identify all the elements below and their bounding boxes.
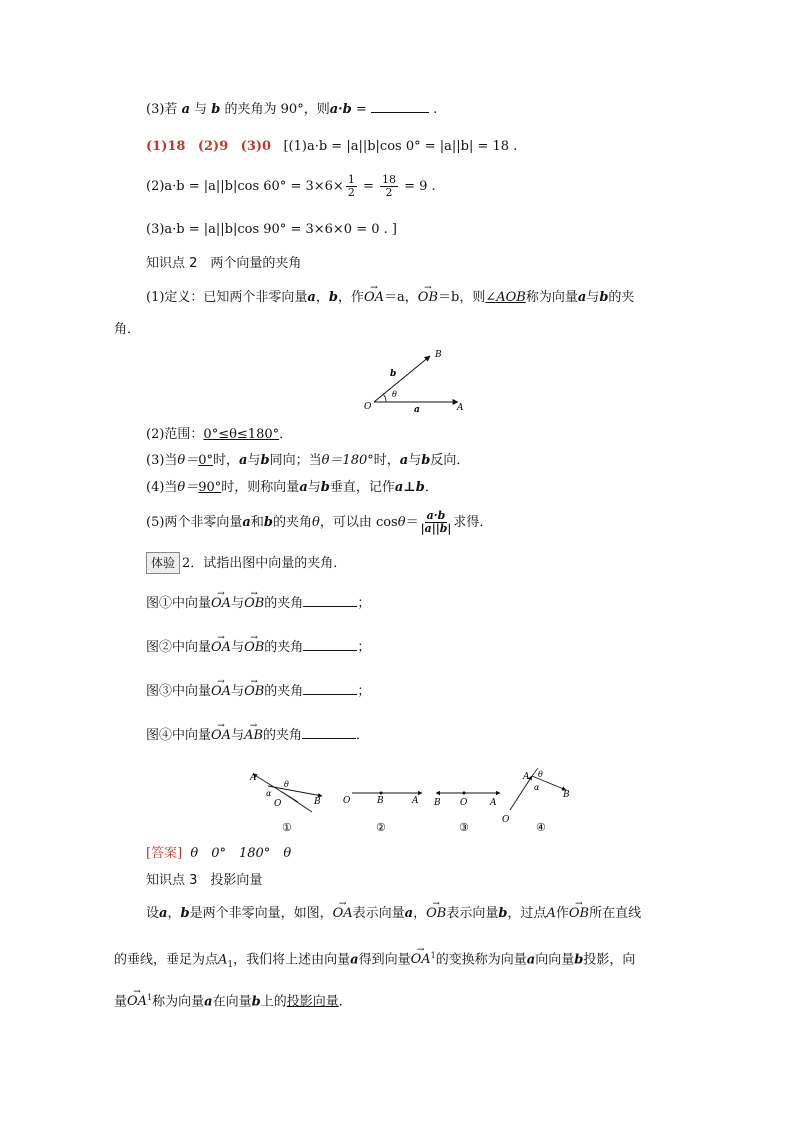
definition-line-1 [146, 288, 634, 308]
subscript: 1 [430, 951, 436, 960]
text: 与 [194, 102, 208, 117]
text: ． [279, 427, 293, 442]
vector-a: a [239, 453, 248, 468]
vector-a: a [242, 515, 251, 530]
vector-b: b [421, 453, 431, 468]
answer-tag: [答案] [146, 846, 183, 861]
figure-question-4 [146, 726, 369, 746]
vector-ob: → OB [418, 288, 438, 308]
text: . [433, 102, 438, 117]
vector-oa: → OA [333, 904, 353, 924]
figure-4 [502, 768, 570, 834]
text: 图④中向量 [146, 728, 212, 743]
label-alpha: α [534, 783, 540, 792]
vector-a: a [181, 102, 190, 117]
vector-a: a [526, 952, 536, 968]
text: ＝a， [384, 290, 418, 305]
text: 同向；当 [269, 453, 322, 468]
vector: → OA [211, 682, 231, 702]
answer-3: (3)0 [240, 139, 272, 154]
text: 是两个非零向量，如图， [189, 906, 333, 921]
numerator: 1 [347, 173, 355, 186]
angle-arc [384, 395, 387, 403]
answer-2: (2)9 [197, 139, 229, 154]
text: 求得． [453, 515, 493, 530]
text: 与 [247, 453, 261, 468]
solution-1: [(1)a·b = |a||b|cos 0° = |a||b| = 18 . [283, 139, 518, 154]
projection-line-2 [114, 946, 635, 975]
vector: → OB [244, 682, 264, 702]
fraction [346, 174, 357, 199]
text: (3)若 [146, 102, 178, 117]
label-o: O [502, 815, 510, 825]
text: 与 [231, 684, 245, 699]
answer-blank [303, 638, 357, 651]
text: ， [413, 906, 427, 921]
label-b: B [434, 798, 441, 808]
vector: → AB [244, 726, 263, 746]
text: 的垂线，垂足为点 [114, 952, 219, 968]
answer-blank [371, 100, 429, 113]
answer-1: (1)18 [146, 139, 186, 154]
label-alpha: α [266, 789, 272, 798]
theta: θ [311, 515, 320, 530]
vector: → OB [244, 594, 264, 614]
text: = [358, 179, 378, 194]
vector: → OA [211, 638, 231, 658]
figure-1 [249, 773, 322, 834]
solution-3: (3)a·b = |a||b|cos 90° = 3×6×0 = 0 . ] [146, 222, 397, 237]
figure-number: ① [282, 821, 292, 834]
value: 0° [198, 453, 214, 468]
text: 的夹角 [264, 684, 304, 699]
projection-line-3 [114, 988, 352, 1012]
label-a: A [490, 798, 497, 808]
exercise-2 [146, 552, 346, 574]
label-a: A [412, 796, 419, 806]
vector-a: a [299, 480, 308, 495]
text: 时，则称向量 [221, 480, 300, 495]
label-b: B [563, 790, 570, 800]
answer-blank [303, 682, 357, 695]
label-o: O [364, 402, 372, 412]
vector-oa1: → OA [127, 992, 147, 1012]
cos-fraction [421, 510, 452, 535]
label-theta: θ [538, 770, 543, 779]
text: ，过点 [507, 906, 547, 921]
theta: θ＝ [177, 453, 199, 468]
numerator: 18 [381, 173, 396, 186]
vector-b: b [211, 102, 221, 117]
text: 的变换称为向量 [435, 952, 527, 968]
text: 表示向量 [352, 906, 405, 921]
text: (1)定义：已知两个非零向量 [146, 290, 308, 305]
text: 垂直，记作 [329, 480, 395, 495]
vector-a: a [577, 290, 587, 305]
text: 所在直线 [589, 906, 642, 921]
text: ． [338, 994, 352, 1010]
text: ，作 [337, 290, 364, 305]
vector-b-arrow [374, 356, 430, 402]
section-heading-3: 知识点 3 投影向量 [146, 873, 263, 888]
perpendicular-line [146, 478, 438, 498]
text: 的夹角 [264, 596, 304, 611]
text: ，我们将上述由向量 [233, 952, 351, 968]
range-value: 0°≤θ≤180° [203, 427, 280, 442]
dot-product: a·b [329, 102, 352, 117]
text: ．试指出图中向量的夹角． [190, 556, 347, 571]
vector-ob: → OB [426, 904, 446, 924]
angle-aob: ∠AOB [485, 290, 526, 305]
angle-figures [244, 766, 584, 838]
answer-values: θ 0° 180° θ [190, 846, 292, 861]
figure-question-1 [146, 594, 370, 614]
vector-oa1: → OA [411, 950, 431, 970]
text: = 9 . [399, 179, 436, 194]
text: 的夹 [608, 290, 635, 305]
label-b-point: B [435, 350, 442, 360]
label-a: A [250, 773, 257, 783]
section-heading-2: 知识点 2 两个向量的夹角 [146, 256, 302, 271]
vector-a: a [159, 906, 168, 921]
vector-oa: → OA [364, 288, 384, 308]
vector-b: b [599, 290, 609, 305]
text: 与 [408, 453, 422, 468]
text: (3)当 [146, 453, 178, 468]
answer-blank [302, 726, 356, 739]
text: 向向量 [535, 952, 575, 968]
vector: → OA [211, 594, 231, 614]
point-a1: A [218, 952, 228, 968]
theta: θ＝180° [321, 453, 374, 468]
text: 反向． [430, 453, 470, 468]
theta: θ [397, 515, 406, 530]
text: ． [424, 480, 438, 495]
vector-b: b [574, 952, 584, 968]
text: 作 [555, 906, 569, 921]
vector-b: b [180, 906, 190, 921]
text: ＝b，则 [438, 290, 486, 305]
text: 图①中向量 [146, 596, 212, 611]
vector-a: a [350, 952, 359, 968]
vector-a: a [204, 994, 213, 1010]
subscript: 1 [147, 993, 153, 1002]
answer-line [146, 844, 291, 864]
text: ； [357, 640, 371, 655]
vector-b: b [498, 906, 508, 921]
text: 与 [307, 480, 321, 495]
text: ， [315, 290, 329, 305]
figure-question-2 [146, 638, 370, 658]
text: 得到向量 [358, 952, 411, 968]
solution-2 [146, 174, 436, 199]
answers-line [146, 137, 517, 157]
text: 表示向量 [446, 906, 499, 921]
label-b: B [377, 796, 384, 806]
denominator: |a||b| [420, 522, 452, 535]
definition-line-2: 角． [114, 322, 141, 337]
text: 上的 [260, 994, 287, 1010]
text: = [351, 102, 367, 117]
fraction [380, 174, 398, 199]
vector: → OB [244, 638, 264, 658]
text: (2)范围： [146, 427, 204, 442]
label-b-vector: b [390, 369, 397, 379]
vector-b: b [328, 290, 338, 305]
figure-number: ④ [536, 821, 546, 834]
text: ； [357, 596, 371, 611]
text: 图③中向量 [146, 684, 212, 699]
vector-b: b [260, 453, 270, 468]
vector-a: a [404, 906, 414, 921]
text: ． [356, 728, 370, 743]
text: 与 [231, 640, 245, 655]
text: ， [167, 906, 181, 921]
numerator: a·b [426, 509, 446, 522]
text: 称为向量 [152, 994, 205, 1010]
denominator: 2 [385, 186, 393, 199]
text: ； [357, 684, 371, 699]
label-theta: θ [284, 780, 289, 789]
label-o: O [343, 796, 351, 806]
angle-figure [360, 344, 470, 416]
text: 的夹角 [264, 640, 304, 655]
vector-ob: → OB [569, 904, 589, 924]
figure-2 [343, 792, 422, 835]
text: ，可以由 cos [319, 515, 398, 530]
value: 90° [198, 480, 222, 495]
vector-a: a [307, 290, 316, 305]
figure-number: ③ [459, 821, 469, 834]
vector: → OA [211, 726, 231, 746]
text: 的夹角 [263, 728, 303, 743]
text: 图②中向量 [146, 640, 212, 655]
text: (2)a·b = |a||b|cos 60° = 3×6× [146, 179, 344, 194]
label-a: A [523, 772, 530, 782]
label-o: O [460, 798, 468, 808]
text: (4)当 [146, 480, 178, 495]
cos-formula-line [146, 510, 492, 535]
theta: θ＝ [177, 480, 199, 495]
text: (5)两个非零向量 [146, 515, 243, 530]
vector-b: b [320, 480, 330, 495]
vector-a: a [399, 453, 409, 468]
question-3 [146, 100, 437, 120]
vector-b: b [251, 994, 261, 1010]
label-a-point: A [457, 403, 464, 413]
point-a: A [546, 906, 556, 921]
text: 称为向量 [525, 290, 578, 305]
text: 在向量 [212, 994, 252, 1010]
range-line [146, 425, 292, 445]
experience-tag: 体验 [146, 552, 180, 574]
same-direction-line [146, 451, 469, 471]
figure-number: ② [376, 821, 386, 834]
exercise-number: 2 [182, 556, 191, 571]
label-a-vector: a [414, 405, 420, 415]
perp-notation: a⊥b [394, 480, 425, 495]
text: 与 [586, 290, 600, 305]
text: 的夹角为 90°，则 [224, 102, 330, 117]
projection-line-1 [146, 904, 641, 924]
text: 和 [250, 515, 264, 530]
label-theta: θ [392, 390, 397, 399]
figure-3 [433, 792, 500, 835]
text: 时， [373, 453, 400, 468]
answer-blank [303, 594, 357, 607]
text: ＝ [405, 515, 419, 530]
text: 与 [231, 596, 245, 611]
text: 与 [231, 728, 245, 743]
projection-vector-term: 投影向量 [286, 994, 339, 1010]
vector-b: b [263, 515, 273, 530]
figure-question-3 [146, 682, 370, 702]
text: 量 [114, 994, 128, 1010]
label-o: O [274, 799, 282, 809]
text: 投影，向 [583, 952, 636, 968]
text: 设 [146, 906, 160, 921]
text: 时， [213, 453, 240, 468]
denominator: 2 [347, 186, 355, 199]
subscript: 1 [227, 959, 234, 970]
text: 的夹角 [272, 515, 312, 530]
label-b: B [314, 797, 321, 807]
